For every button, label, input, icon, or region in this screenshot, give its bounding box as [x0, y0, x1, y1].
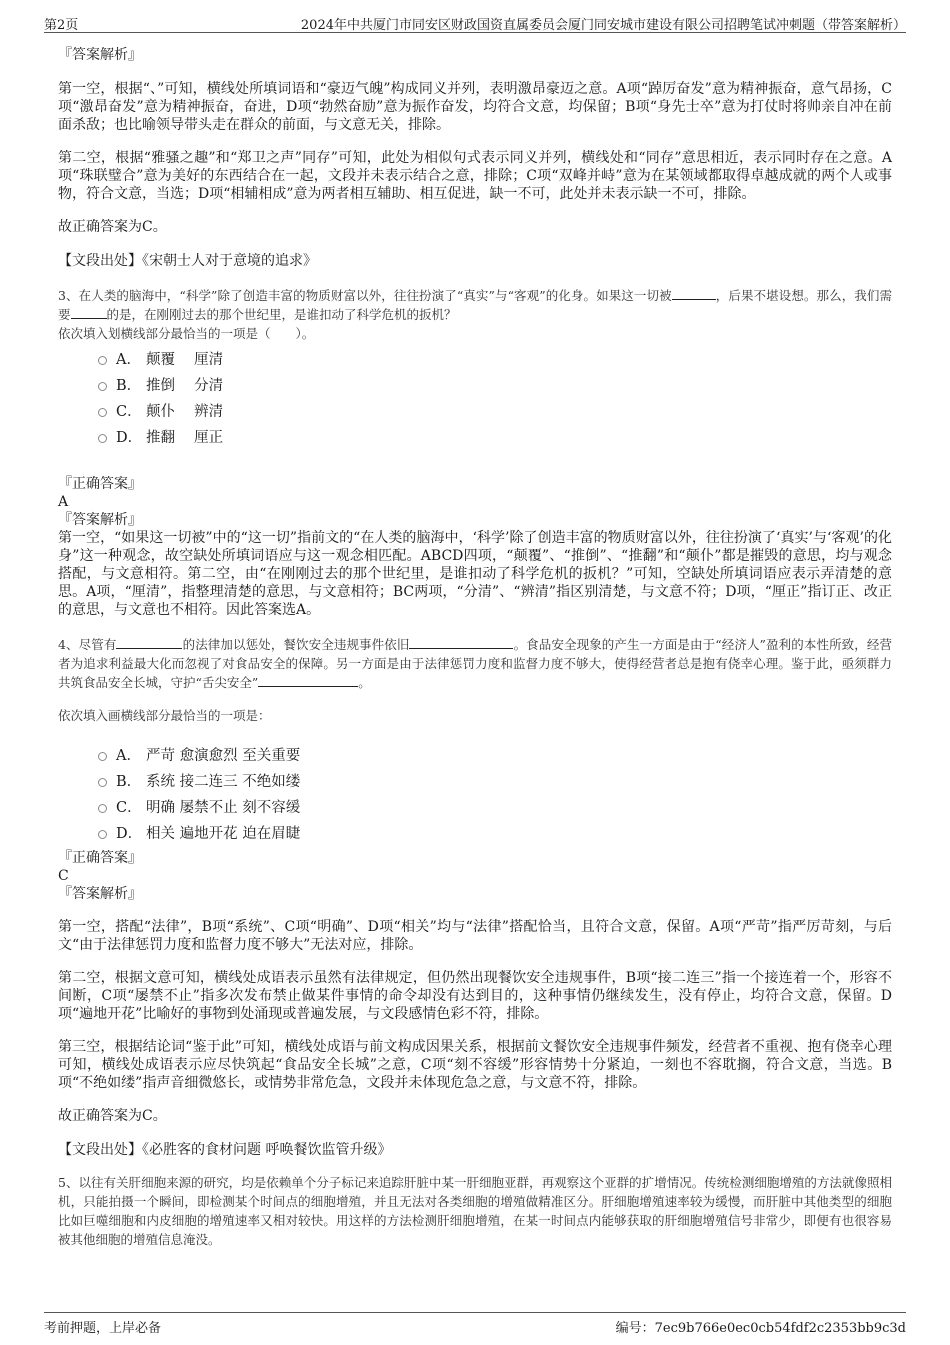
- q4-question: 4、尽管有 的法律加以惩处，餐饮安全违规事件依旧 。食品安全现象的产生一方面是由于“经济人”盈利的本性所致，经营者为追求利益最大化而忽视了对食品安全的保障。另一方面是由于法律惩罚力度和监督力度不够大，使得经营者总是抱有侥幸心理。鉴于此，亟须群力共筑食品安全长城，守护“舌尖安全” 。: [58, 637, 892, 690]
- q4-option-b[interactable]: B． 系统 接二连三 不绝如缕: [58, 769, 892, 795]
- fill-blank: [258, 673, 358, 687]
- q5-question: 5、以往有关肝细胞来源的研究，均是依赖单个分子标记来追踪肝脏中某一肝细胞亚群，再观察这个亚群的扩增情况。传统检测细胞增殖的方法就像照相机，只能拍摄一个瞬间，即检测某个时间点的细胞增殖，并且无法对各类细胞的增殖做精准区分。肝细胞增殖速率较为缓慢，而肝脏中其他类型的细胞比如巨噬细胞和内皮细胞的增殖速率又相对较快。用这样的方法检测肝细胞增殖，在某一时间点内能够获取的肝细胞增殖信号非常少，即便有也很容易被其他细胞的增殖信息淹没。: [58, 1175, 892, 1247]
- q4-answer-label: 『正确答案』: [58, 850, 142, 866]
- q2-conclusion: 故正确答案为C。: [58, 219, 167, 235]
- q4-conclusion: 故正确答案为C。: [58, 1108, 167, 1124]
- radio-button-icon[interactable]: [98, 804, 107, 813]
- radio-button-icon[interactable]: [98, 408, 107, 417]
- q2-analysis-para2: 第二空，根据“雅骚之趣”和“郑卫之声”同存”可知，此处为相似句式表示同义并列，横线处和“同存”意思相近，表示同时存在之意。A项“珠联璧合”意为美好的东西结合在一起，文段并未表示结合之意，排除；C项“双峰并峙”意为在某领域都取得卓越成就的两个人或事物，符合文意，当选；D项“相辅相成”意为两者相互辅助、相互促进，缺一不可，此处并未表示缺一不可，排除。: [58, 150, 892, 202]
- page-footer: [44, 1312, 906, 1336]
- q3-question: 3、在人类的脑海中，“科学”除了创造丰富的物质财富以外，往往扮演了“真实”与“客观”的化身。如果这一切被 ，后果不堪设想。那么，我们需要 的是，在刚刚过去的那个世纪里，是谁扣动了科学危机的扳机？: [58, 288, 892, 322]
- q4-option-c[interactable]: C． 明确 屡禁不止 刻不容缓: [58, 795, 892, 821]
- fill-blank: [116, 635, 182, 649]
- document-serial-number: 编号：7ec9b766e0ec0cb54fdf2c2353bb9c3d: [615, 1321, 906, 1336]
- document-title: 2024年中共厦门市同安区财政国资直属委员会厦门同安城市建设有限公司招聘笔试冲刺题（带答案解析）: [300, 18, 906, 33]
- radio-button-icon[interactable]: [98, 382, 107, 391]
- q3-options: [58, 347, 892, 451]
- q3-instruction: 依次填入划横线部分最恰当的一项是（ ）。: [58, 326, 315, 341]
- q3-answer: A: [58, 494, 69, 510]
- q4-option-d[interactable]: D． 相关 遍地开花 迫在眉睫: [58, 821, 892, 847]
- q2-analysis-label: 『答案解析』: [58, 47, 142, 63]
- page-header: [44, 12, 906, 33]
- q3-option-d[interactable]: D． 推翻 厘正: [58, 425, 892, 451]
- footer-slogan: 考前押题，上岸必备: [44, 1321, 162, 1336]
- q4-options: [58, 743, 892, 847]
- q3-option-b[interactable]: B． 推倒 分清: [58, 373, 892, 399]
- q3-analysis-label: 『答案解析』: [58, 512, 142, 528]
- q3-option-a[interactable]: A． 颠覆 厘清: [58, 347, 892, 373]
- q3-analysis: 第一空，“如果这一切被”中的“这一切”指前文的“在人类的脑海中，‘科学’除了创造丰富的物质财富以外，往往扮演了‘真实’与‘客观’的化身”这一种观念，故空缺处所填词语应与这一观念相匹配。ABCD四项，“颠覆”、“推倒”、“推翻”和“颠仆”都是摧毁的意思，均与观念搭配，与文意相符。第二空，由“在刚刚过去的那个世纪里，是谁扣动了科学危机的扳机？”可知，空缺处所填词语应表示弄清楚的意思。A项，“厘清”，指整理清楚的意思，与文意相符；BC两项，“分清”、“辨清”指区别清楚，与文意不符；D项，“厘正”指订正、改正的意思，与文意也不相符。因此答案选A。: [58, 530, 892, 618]
- fill-blank: [409, 635, 513, 649]
- document-content: [58, 46, 892, 1249]
- fill-blank: [71, 305, 107, 319]
- radio-button-icon[interactable]: [98, 778, 107, 787]
- q4-answer: C: [58, 868, 69, 884]
- q4-analysis-para2: 第二空，根据文意可知，横线处成语表示虽然有法律规定，但仍然出现餐饮安全违规事件，B项“接二连三”指一个接连着一个，形容不间断，C项“屡禁不止”指多次发布禁止做某件事情的命令却没有达到目的，这种事情仍继续发生，没有停止，均符合文意，保留。D项“遍地开花”比喻好的事物到处涌现或普遍发展，与文段感情色彩不符，排除。: [58, 970, 892, 1022]
- radio-button-icon[interactable]: [98, 356, 107, 365]
- q4-source: 【文段出处】《必胜客的食材问题 呼唤餐饮监管升级》: [58, 1142, 392, 1158]
- q4-analysis-para3: 第三空，根据结论词“鉴于此”可知，横线处成语与前文构成因果关系，根据前文餐饮安全违规事件频发，经营者不重视、抱有侥幸心理可知，横线处成语表示应尽快筑起“食品安全长城”之意，C项“刻不容缓”形容情势十分紧迫，一刻也不容耽搁，符合文意，当选。B项“不绝如缕”指声音细微悠长，或情势非常危急，文段并未体现危急之意，与文意不符，排除。: [58, 1039, 892, 1091]
- fill-blank: [672, 286, 716, 300]
- radio-button-icon[interactable]: [98, 752, 107, 761]
- q4-option-a[interactable]: A． 严苛 愈演愈烈 至关重要: [58, 743, 892, 769]
- q3-answer-label: 『正确答案』: [58, 476, 142, 492]
- q4-analysis-label: 『答案解析』: [58, 886, 142, 902]
- q3-option-c[interactable]: C． 颠仆 辨清: [58, 399, 892, 425]
- q2-analysis-para1: 第一空，根据“、”可知，横线处所填词语和“豪迈气魄”构成同义并列，表明激昂豪迈之意。A项“踔厉奋发”意为精神振奋，意气昂扬，C项“激昂奋发”意为精神振奋，奋进，D项“勃然奋励”意为振作奋发，均符合文意，均保留；B项“身先士卒”意为打仗时将帅亲自冲在前面杀敌；也比喻领导带头走在群众的前面，与文意无关，排除。: [58, 81, 892, 133]
- q2-source: 【文段出处】《宋朝士人对于意境的追求》: [58, 253, 317, 269]
- page-number: 第2页: [44, 18, 79, 33]
- q4-analysis-para1: 第一空，搭配“法律”，B项“系统”、C项“明确”、D项“相关”均与“法律”搭配恰当，且符合文意，保留。A项“严苛”指严厉苛刻，与后文“由于法律惩罚力度和监督力度不够大”无法对应，排除。: [58, 919, 892, 953]
- radio-button-icon[interactable]: [98, 830, 107, 839]
- q4-instruction: 依次填入画横线部分最恰当的一项是：: [58, 708, 271, 723]
- radio-button-icon[interactable]: [98, 434, 107, 443]
